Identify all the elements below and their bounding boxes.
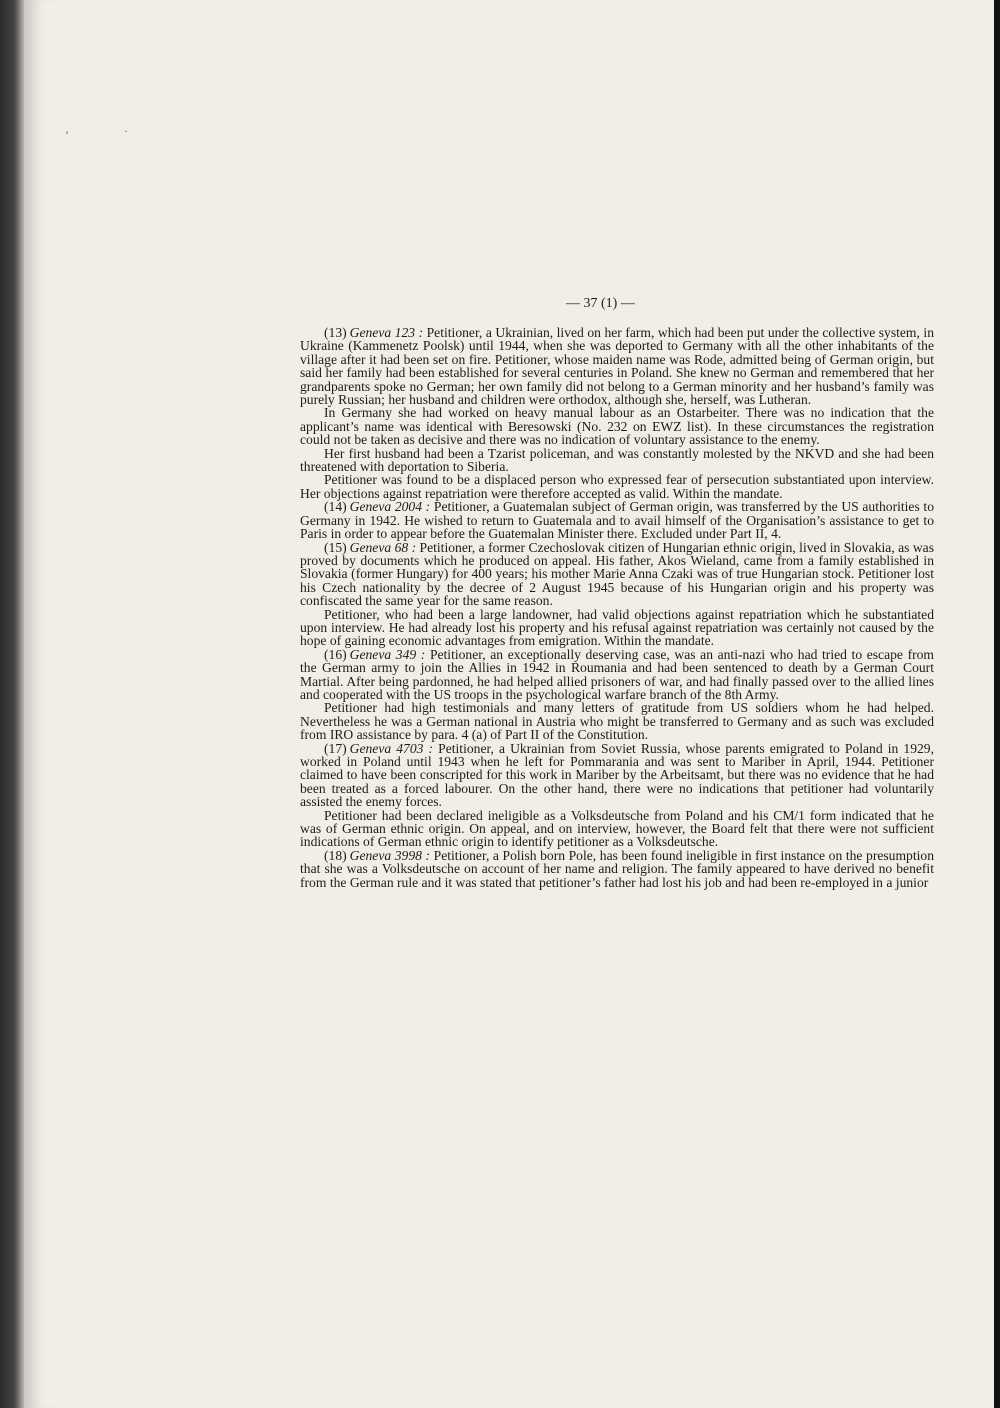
paragraph [300, 473, 934, 500]
paragraph [300, 406, 934, 446]
paragraph [300, 809, 934, 849]
paragraph-text: Petitioner, who had been a large landowner, had valid objections against repatriation which he substantiated upon interview. He had already lost his property and his refusal against repatriation was certainly not caused by the hope of gaining economic advantages from emigration. Within the mandate. [300, 606, 934, 649]
case-number: (16) [324, 646, 347, 662]
paragraph [300, 648, 934, 702]
case-reference: Geneva 68 : [349, 539, 417, 555]
paragraph [300, 326, 934, 406]
paragraph-text: Petitioner, a Ukrainian from Soviet Russia, whose parents emigrated to Poland in 1929, worked in Poland until 1943 when he left for Pommarania and was sent to Mariber in April, 1944. Petitioner claimed to have been conscripted for this work in Mariber by the Arbeitsamt, but there was no evidence that he had been treated as a forced labourer. On the other hand, there were no indications that petitioner had voluntarily assisted the enemy forces. [300, 740, 934, 810]
case-number: (13) [324, 325, 347, 340]
paragraph [300, 447, 934, 474]
paragraph-text: Petitioner had been declared ineligible as a Volksdeutsche from Poland and his CM/1 form indicated that he was of German ethnic origin. On appeal, and on interview, however, the Board felt that there were not sufficient indications of German ethnic origin to identify petitioner as a Volksdeutsche. [300, 807, 934, 850]
body-text [300, 326, 934, 889]
stray-mark: ' [66, 128, 69, 142]
paragraph-text: Petitioner, a Guatemalan subject of German origin, was transferred by the US authorities to Germany in 1942. He wished to return to Guatemala and to avail himself of the Organisation’s assistance to get to Paris in order to appear before the Guatemalan Minister there. Excluded under Part II, 4. [300, 499, 934, 542]
paragraph-text: Petitioner, a former Czechoslovak citizen of Hungarian ethnic origin, lived in Slovakia, as was proved by documents which he produced on appeal. His father, Akos Wieland, came from a family established in Slovakia (former Hungary) for 400 years; his mother Marie Anna Czaki was of true Hungarian stock. Petitioner lost his Czech nationality by the decree of 2 August 1945 because of his Hungarian origin and his property was confiscated the same year for the same reason. [300, 539, 935, 609]
case-number: (14) [324, 499, 347, 515]
paragraph-text: Petitioner was found to be a displaced person who expressed fear of persecution substantiated upon interview. Her objections against repatriation were therefore accepted as valid. Within the mandate. [300, 472, 934, 501]
document-page [24, 0, 994, 1408]
case-number: (17) [324, 740, 347, 756]
paragraph [300, 541, 934, 608]
paragraph-text: Petitioner, an exceptionally deserving case, was an anti-nazi who had tried to escape from the German army to join the Allies in 1942 in Roumania and had been sentenced to death by a German Court Martial. After being pardonned, he had helped allied prisoners of war, and had finally passed over to the allied lines and cooperated with the US troops in the psychological warfare branch of the 8th Army. [300, 646, 934, 702]
paragraph [300, 500, 934, 540]
case-reference: Geneva 3998 : [349, 847, 431, 863]
case-reference: Geneva 123 : [349, 325, 424, 340]
page-number: — 37 (1) — [566, 296, 635, 311]
paragraph-text: Petitioner had high testimonials and many letters of gratitude from US soldiers whom he had helped. Nevertheless he was a German national in Austria who might be transferred to Germany and as such was excluded from IRO assistance by para. 4 (a) of Part II of the Constitution. [300, 700, 934, 743]
paragraph [300, 849, 934, 889]
paragraph-text: In Germany she had worked on heavy manual labour as an Ostarbeiter. There was no indication that the applicant’s name was identical with Beresowski (No. 232 on EWZ list). In these circumstances the registration could not be taken as decisive and there was no indication of voluntary assistance to the enemy. [300, 405, 934, 448]
case-number: (15) [324, 539, 347, 555]
paragraph-text: Petitioner, a Polish born Pole, has been found ineligible in first instance on the presumption that she was a Volksdeutsche on account of her name and religion. The family appeared to have derived no benefit from the German rule and it was stated that petitioner’s father had lost his job and had been re-employed in a junior [300, 847, 934, 890]
book-spine [0, 0, 24, 1408]
paragraph-text: Her first husband had been a Tzarist policeman, and was constantly molested by the NKVD and she had been threatened with deportation to Siberia. [300, 445, 934, 475]
paragraph [300, 742, 934, 809]
paragraph [300, 701, 934, 741]
case-number: (18) [324, 847, 347, 863]
case-reference: Geneva 4703 : [349, 740, 434, 756]
case-reference: Geneva 2004 : [349, 499, 431, 515]
stray-mark: · [124, 124, 128, 138]
paragraph [300, 608, 934, 648]
case-reference: Geneva 349 : [349, 646, 426, 662]
paragraph-text: Petitioner, a Ukrainian, lived on her farm, which had been put under the collective system, in Ukraine (Kammenetz Poolsk) until 1944, when she was deported to Germany with all the other inhabitants of the village after it had been set on fire. Petitioner, whose maiden name was Rode, admitted being of German origin, but said her family had been established for several centuries in Poland. She knew no German and remembered that her grandparents spoke no German; her own family did not belong to a German minority and her husband’s family was purely Russian; her husband and children were orthodox, although she, herself, was Lutheran. [300, 325, 934, 408]
